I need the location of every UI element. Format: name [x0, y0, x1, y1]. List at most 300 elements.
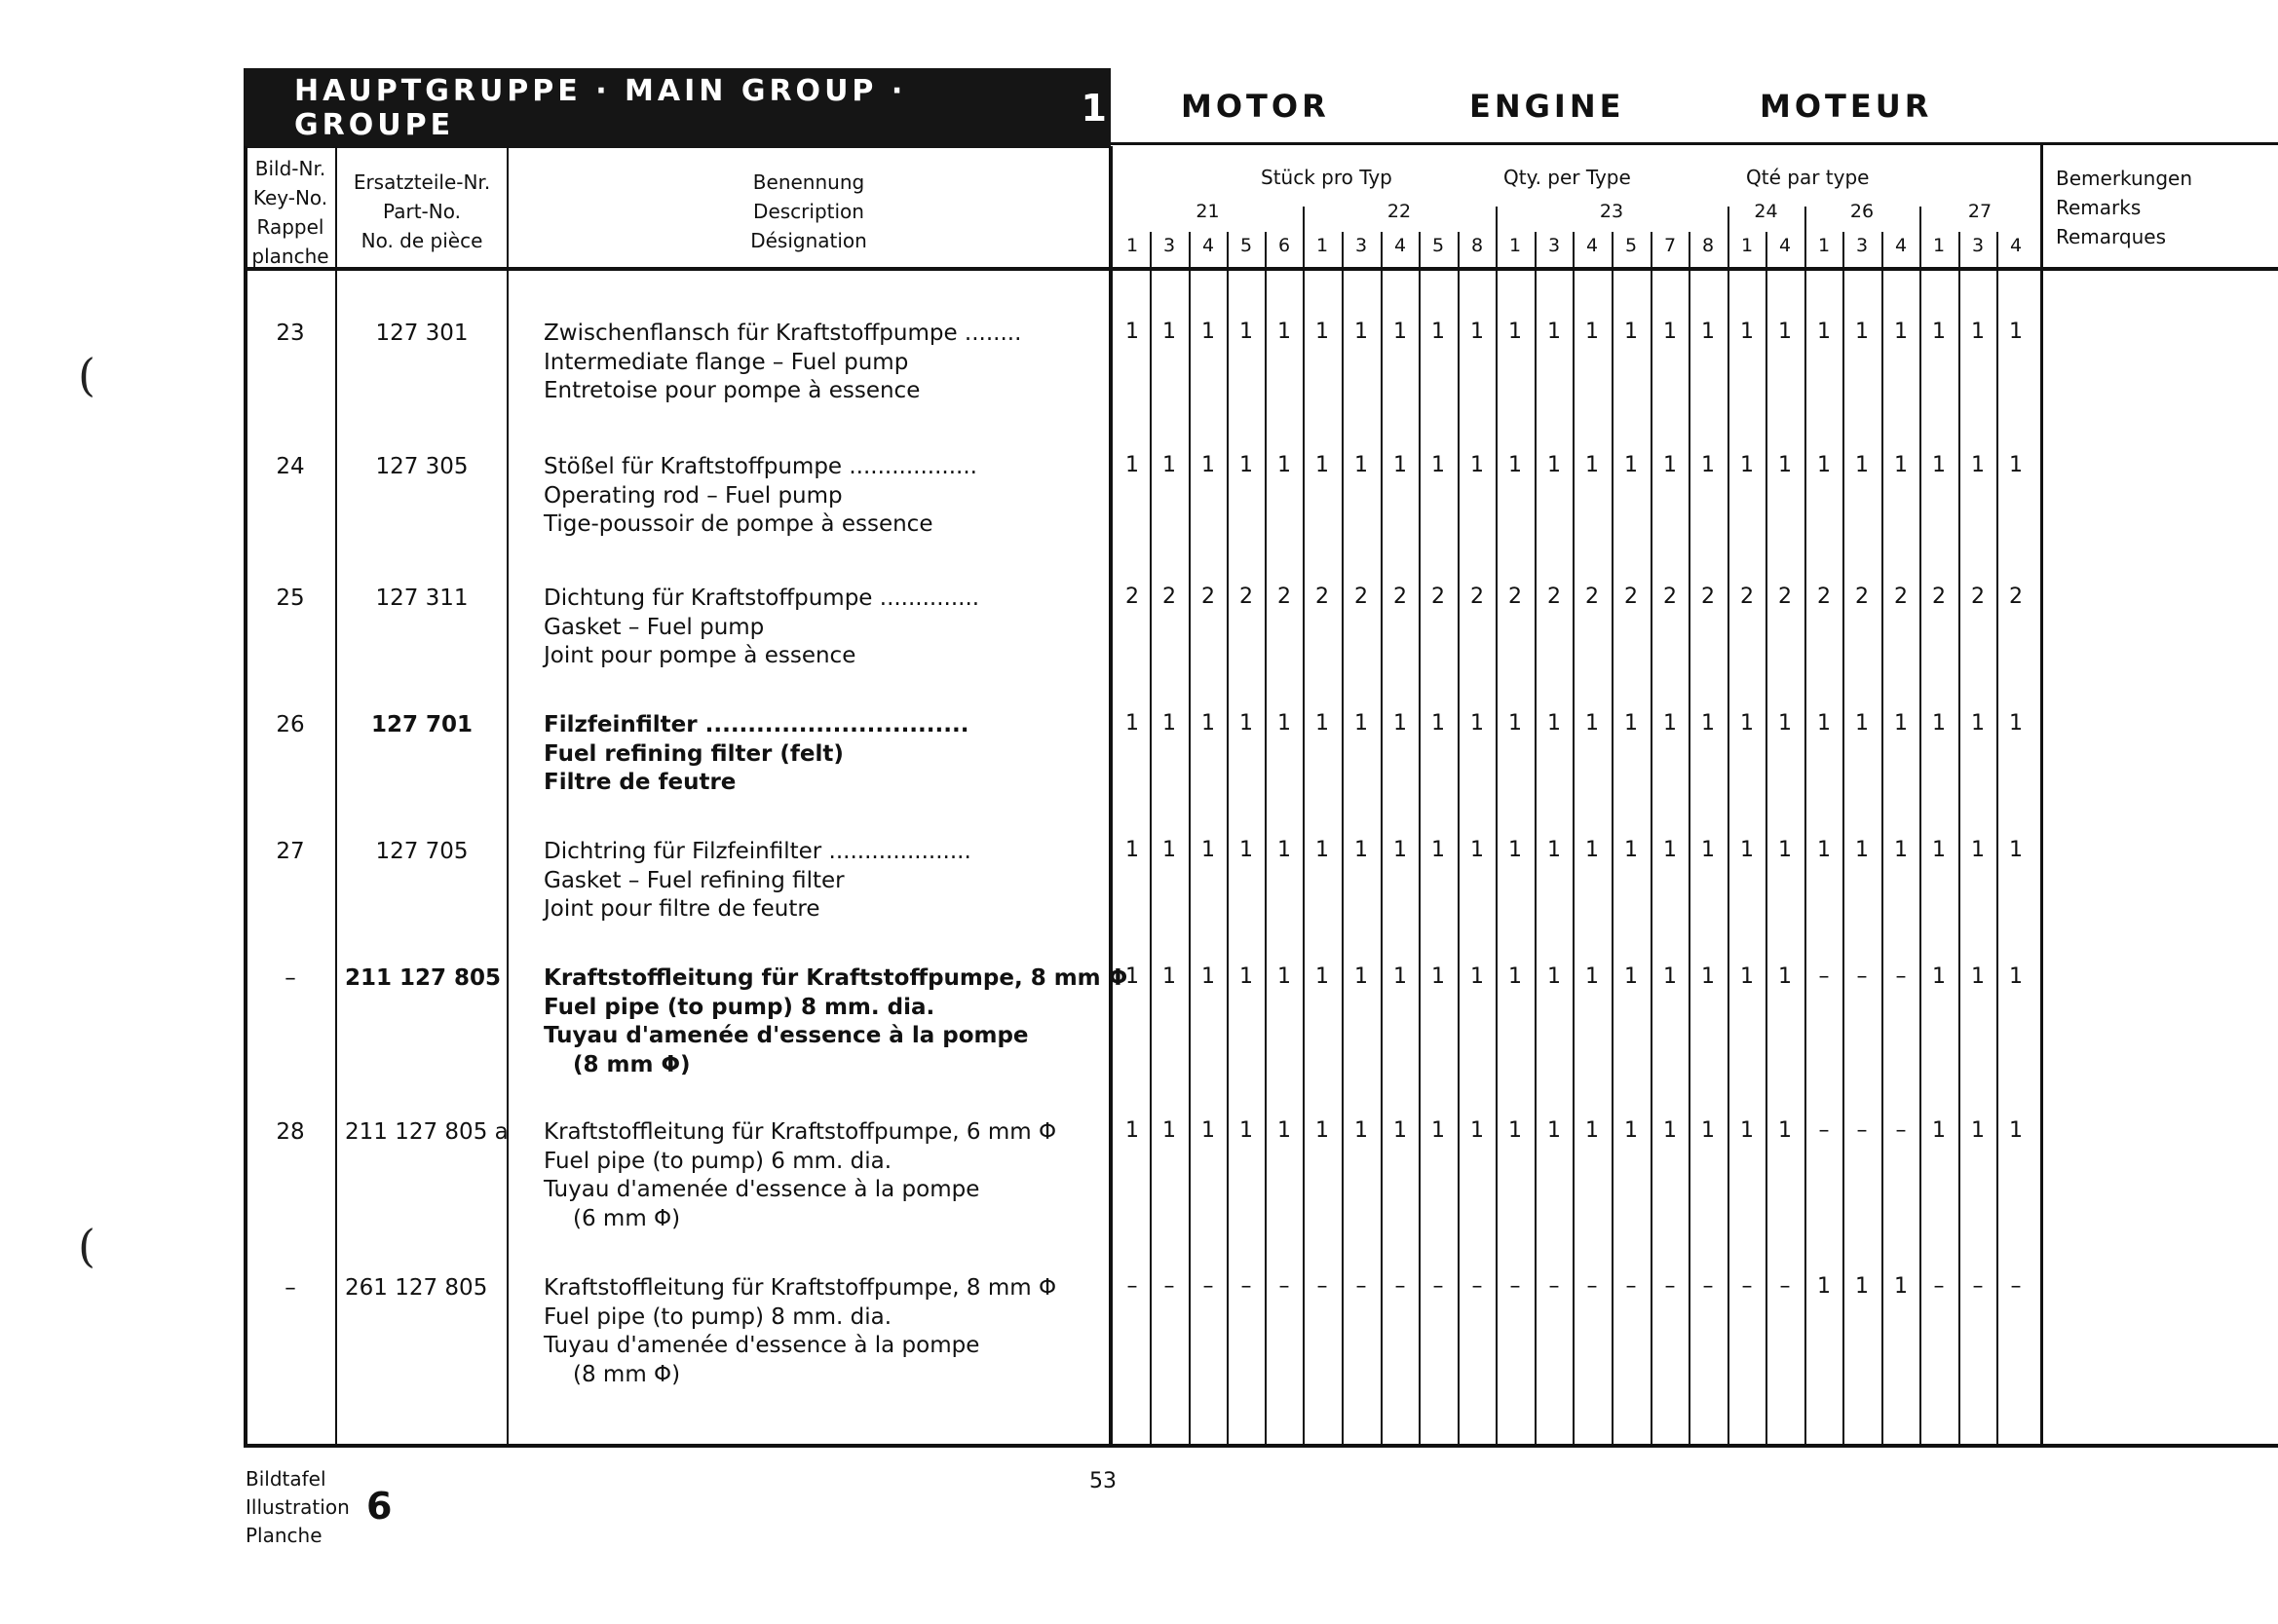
qty-right-rule	[2040, 142, 2043, 1448]
qty-cell: 1	[1624, 453, 1638, 477]
qty-cell: 1	[1431, 1118, 1445, 1143]
qty-cell: –	[1895, 1118, 1907, 1143]
qty-cell: 1	[1701, 838, 1715, 862]
qty-cell: 1	[1855, 1274, 1869, 1299]
qty-cell: 1	[1547, 453, 1561, 477]
qty-cell: 1	[1547, 711, 1561, 736]
qty-cell: 1	[1894, 711, 1908, 736]
row-description	[544, 585, 979, 671]
qty-cell: –	[1432, 1274, 1444, 1299]
qty-cell: 1	[1778, 320, 1792, 344]
key-header: Bild-Nr. Key-No. Rappel planche	[251, 157, 329, 268]
type-group-label: 27	[1967, 201, 1993, 222]
qty-cell: –	[1702, 1274, 1714, 1299]
qty-cell: 1	[1547, 1118, 1561, 1143]
qty-cell: 1	[1393, 320, 1407, 344]
row-description	[544, 1274, 1056, 1389]
qty-cell: 1	[1778, 964, 1792, 989]
qty-column-rule	[1496, 207, 1498, 1448]
row-part-number: 127 701	[370, 712, 474, 737]
description-line: Joint pour filtre de feutre	[544, 896, 820, 922]
qty-cell: 1	[1817, 838, 1831, 862]
qty-cell: 1	[1162, 453, 1176, 477]
qty-cell: 1	[1547, 838, 1561, 862]
subtype-label: 1	[1932, 235, 1946, 256]
qty-cell: –	[1163, 1274, 1175, 1299]
subtype-label: 5	[1431, 235, 1445, 256]
qty-cell: 1	[1277, 453, 1291, 477]
qty-cell: 1	[1470, 1118, 1484, 1143]
description-line: Joint pour pompe à essence	[544, 643, 856, 668]
qty-cell: 1	[1162, 320, 1176, 344]
qty-cell: 1	[1354, 838, 1368, 862]
qty-cell: 1	[1932, 1118, 1946, 1143]
qty-cell: 1	[1201, 1118, 1215, 1143]
qty-cell: 1	[1894, 453, 1908, 477]
qty-cell: 1	[1508, 838, 1522, 862]
qty-cell: 1	[1585, 711, 1599, 736]
qty-cell: 1	[1125, 320, 1139, 344]
qty-cell: 2	[1740, 585, 1754, 609]
qty-cell: 1	[1585, 838, 1599, 862]
punch-hole-mark: (	[78, 349, 95, 401]
qty-cell: –	[1625, 1274, 1637, 1299]
qty-cell: 2	[1894, 585, 1908, 609]
qty-cell: 2	[1547, 585, 1561, 609]
qty-cell: 1	[1315, 320, 1329, 344]
qty-cell: 1	[1125, 838, 1139, 862]
qty-cell: 1	[1817, 320, 1831, 344]
qty-cell: –	[1548, 1274, 1560, 1299]
qty-cell: 2	[1393, 585, 1407, 609]
row-key-number: 24	[276, 454, 305, 479]
qty-cell: 1	[1508, 711, 1522, 736]
subtype-label: 5	[1239, 235, 1253, 256]
qty-cell: 2	[1932, 585, 1946, 609]
qty-cell: 1	[1277, 711, 1291, 736]
header-moteur: MOTEUR	[1760, 88, 1933, 125]
qty-cell: 1	[1894, 1274, 1908, 1299]
qty-cell: 1	[2009, 964, 2023, 989]
qty-cell: 1	[1315, 453, 1329, 477]
description-line: Intermediate flange – Fuel pump	[544, 349, 909, 375]
row-part-number: 127 305	[375, 454, 469, 479]
qty-cell: 1	[1470, 964, 1484, 989]
qty-cell: 1	[1932, 320, 1946, 344]
qty-cell: 1	[1971, 453, 1985, 477]
qty-cell: 1	[1354, 320, 1368, 344]
row-key-number: 28	[276, 1119, 305, 1145]
description-line: (8 mm Φ)	[573, 1051, 691, 1077]
qty-cell: 1	[1778, 453, 1792, 477]
qty-cell: 1	[1354, 453, 1368, 477]
qty-cell: –	[1202, 1274, 1214, 1299]
subtype-label: 3	[1547, 235, 1561, 256]
qty-cell: 1	[1624, 964, 1638, 989]
qty-cell: 1	[1894, 320, 1908, 344]
qty-cell: 1	[1817, 1274, 1831, 1299]
qty-cell: –	[1355, 1274, 1367, 1299]
qty-cell: 1	[1778, 838, 1792, 862]
illustration-label: Bildtafel Illustration Planche	[246, 1467, 350, 1547]
qty-cell: 1	[1277, 320, 1291, 344]
subtype-label: 8	[1470, 235, 1484, 256]
qty-cell: 1	[1624, 1118, 1638, 1143]
qty-cell: 1	[2009, 453, 2023, 477]
subtype-label: 1	[1125, 235, 1139, 256]
qty-cell: 1	[1817, 453, 1831, 477]
qty-cell: 1	[1855, 453, 1869, 477]
qty-cell: 1	[1971, 964, 1985, 989]
qty-cell: 1	[1663, 711, 1677, 736]
subtype-label: 4	[1585, 235, 1599, 256]
subtype-label: 3	[1971, 235, 1985, 256]
qty-cell: 1	[1239, 711, 1253, 736]
header-motor: MOTOR	[1181, 88, 1330, 125]
subtype-label: 1	[1740, 235, 1754, 256]
qty-cell: 1	[1393, 1118, 1407, 1143]
row-description	[544, 964, 1127, 1079]
qty-cell: 1	[1470, 453, 1484, 477]
group-title-block	[244, 68, 1111, 148]
qty-cell: 1	[1585, 1118, 1599, 1143]
subtype-label: 1	[1817, 235, 1831, 256]
qty-cell: 1	[1393, 964, 1407, 989]
qty-cell: 1	[1354, 964, 1368, 989]
qty-cell: 1	[1740, 838, 1754, 862]
qty-cell: 1	[1201, 711, 1215, 736]
qty-cell: 2	[1971, 585, 1985, 609]
row-part-number: 211 127 805 a	[345, 1119, 509, 1145]
description-line: Zwischenflansch für Kraftstoffpumpe ........	[544, 321, 1022, 346]
qty-cell: 1	[1508, 964, 1522, 989]
description-line: (6 mm Φ)	[573, 1205, 681, 1231]
description-line: Fuel pipe (to pump) 8 mm. dia.	[544, 994, 935, 1020]
qty-cell: 1	[1470, 711, 1484, 736]
subtype-label: 3	[1354, 235, 1368, 256]
qty-cell: 1	[1431, 964, 1445, 989]
qty-cell: 1	[1239, 838, 1253, 862]
qty-cell: 1	[1547, 320, 1561, 344]
qty-cell: 1	[1470, 320, 1484, 344]
type-group-label: 24	[1754, 201, 1778, 222]
qty-cell: 1	[1701, 711, 1715, 736]
description-line: Fuel pipe (to pump) 6 mm. dia.	[544, 1148, 892, 1174]
qty-cell: 1	[1740, 964, 1754, 989]
qty-cell: 1	[1431, 453, 1445, 477]
qty-cell: 1	[1971, 838, 1985, 862]
qty-cell: 1	[1315, 1118, 1329, 1143]
qty-cell: 1	[1932, 711, 1946, 736]
row-part-number: 127 705	[375, 839, 469, 864]
qty-cell: –	[1856, 1118, 1868, 1143]
page-number: 53	[1089, 1469, 1117, 1493]
qty-cell: 1	[1701, 1118, 1715, 1143]
subtype-label: 3	[1855, 235, 1869, 256]
subtype-label: 4	[1894, 235, 1908, 256]
qty-cell: 2	[1277, 585, 1291, 609]
qty-cell: 1	[1354, 1118, 1368, 1143]
qty-cell: 1	[1932, 964, 1946, 989]
qty-cell: 2	[1239, 585, 1253, 609]
table-bottom-rule	[244, 1444, 2278, 1448]
qty-cell: 1	[1125, 711, 1139, 736]
header-engine: ENGINE	[1469, 88, 1625, 125]
description-line: Entretoise pour pompe à essence	[544, 378, 921, 403]
qty-cell: 1	[1162, 1118, 1176, 1143]
row-part-number: 127 301	[375, 321, 469, 346]
qty-cell: 2	[1125, 585, 1139, 609]
qty-cell: 1	[1778, 711, 1792, 736]
qty-cell: 2	[1201, 585, 1215, 609]
qty-cell: 1	[1239, 964, 1253, 989]
qty-cell: 1	[1201, 838, 1215, 862]
qty-cell: –	[1664, 1274, 1676, 1299]
qty-cell: 1	[1125, 964, 1139, 989]
row-part-number: 211 127 805	[345, 965, 502, 991]
subtype-label: 4	[1393, 235, 1407, 256]
qty-title-en: Qty. per Type	[1503, 166, 1631, 189]
qty-cell: –	[1818, 964, 1830, 989]
qty-cell: –	[1741, 1274, 1753, 1299]
qty-cell: 1	[1663, 838, 1677, 862]
qty-cell: 1	[1663, 320, 1677, 344]
qty-cell: 2	[1701, 585, 1715, 609]
qty-cell: 1	[1855, 838, 1869, 862]
qty-cell: 1	[1624, 320, 1638, 344]
description-line: Dichtung für Kraftstoffpumpe ..............	[544, 585, 980, 611]
qty-cell: 1	[1470, 838, 1484, 862]
qty-cell: 1	[1855, 320, 1869, 344]
description-line: Tuyau d'amenée d'essence à la pompe	[544, 1177, 980, 1202]
description-line: Kraftstoffleitung für Kraftstoffpumpe, 8 mm Φ	[544, 1275, 1057, 1301]
qty-cell: 1	[1663, 964, 1677, 989]
subtype-label: 4	[2009, 235, 2023, 256]
qty-cell: 1	[1701, 964, 1715, 989]
type-group-label: 22	[1386, 201, 1412, 222]
qty-cell: 1	[1125, 1118, 1139, 1143]
qty-cell: –	[1240, 1274, 1252, 1299]
qty-column-rule	[1303, 207, 1305, 1448]
qty-cell: 1	[1701, 453, 1715, 477]
row-description	[544, 1118, 1056, 1233]
qty-column-rule	[1804, 207, 1806, 1448]
row-description	[544, 453, 977, 540]
description-line: Operating rod – Fuel pump	[544, 482, 843, 509]
qty-cell: 2	[1162, 585, 1176, 609]
qty-cell: 1	[1778, 1118, 1792, 1143]
qty-cell: 1	[1277, 838, 1291, 862]
row-key-number: –	[285, 1275, 296, 1301]
qty-title-fr: Qté par type	[1746, 166, 1870, 189]
qty-cell: 2	[2009, 585, 2023, 609]
qty-cell: –	[1278, 1274, 1290, 1299]
qty-cell: 2	[1855, 585, 1869, 609]
qty-cell: 2	[1817, 585, 1831, 609]
type-group-label: 26	[1849, 201, 1875, 222]
qty-cell: –	[1126, 1274, 1138, 1299]
qty-cell: –	[1394, 1274, 1406, 1299]
subtype-label: 8	[1701, 235, 1715, 256]
description-line: Stößel für Kraftstoffpumpe ..................	[544, 454, 977, 479]
qty-cell: 1	[1508, 320, 1522, 344]
qty-cell: 1	[1201, 320, 1215, 344]
group-number: 1	[1081, 87, 1111, 130]
qty-cell: 2	[1354, 585, 1368, 609]
qty-cell: 1	[2009, 320, 2023, 344]
description-line: Kraftstoffleitung für Kraftstoffpumpe, 6 mm Φ	[544, 1119, 1057, 1145]
qty-cell: –	[1933, 1274, 1945, 1299]
description-line: Fuel refining filter (felt)	[544, 740, 844, 767]
qty-cell: –	[1509, 1274, 1521, 1299]
qty-column-rule	[1919, 207, 1921, 1448]
qty-cell: 2	[1778, 585, 1792, 609]
qty-cell: 1	[1277, 964, 1291, 989]
qty-cell: 1	[1239, 320, 1253, 344]
qty-cell: 1	[1740, 453, 1754, 477]
type-group-label: 21	[1196, 201, 1220, 222]
qty-cell: 1	[1431, 320, 1445, 344]
qty-cell: 1	[1315, 711, 1329, 736]
row-key-number: 26	[276, 712, 305, 737]
qty-cell: 2	[1431, 585, 1445, 609]
header-top-rule	[1111, 142, 2278, 145]
qty-cell: 1	[1663, 1118, 1677, 1143]
part-col-rule	[507, 146, 509, 1448]
description-line: Filzfeinfilter ...............................	[544, 712, 969, 737]
qty-column-rule	[1727, 207, 1729, 1448]
row-description	[544, 838, 971, 925]
qty-cell: 1	[1547, 964, 1561, 989]
description-line: (8 mm Φ)	[573, 1361, 681, 1387]
qty-cell: –	[1779, 1274, 1791, 1299]
qty-cell: –	[2010, 1274, 2022, 1299]
subtype-label: 4	[1778, 235, 1792, 256]
description-line: Dichtring für Filzfeinfilter ....................	[544, 839, 971, 864]
qty-cell: 1	[1585, 453, 1599, 477]
qty-cell: 1	[1162, 711, 1176, 736]
qty-cell: 1	[1393, 453, 1407, 477]
qty-cell: 1	[1354, 711, 1368, 736]
qty-cell: 1	[1624, 711, 1638, 736]
qty-cell: 1	[1315, 964, 1329, 989]
qty-cell: 2	[1663, 585, 1677, 609]
qty-cell: –	[1586, 1274, 1598, 1299]
description-line: Filtre de feutre	[544, 770, 737, 795]
qty-cell: 1	[1508, 453, 1522, 477]
qty-cell: 2	[1508, 585, 1522, 609]
qty-cell: 1	[1971, 711, 1985, 736]
qty-cell: –	[1895, 964, 1907, 989]
qty-cell: 1	[1585, 320, 1599, 344]
qty-cell: 1	[1624, 838, 1638, 862]
description-line: Gasket – Fuel refining filter	[544, 867, 845, 893]
qty-cell: 1	[1162, 838, 1176, 862]
description-line: Tige-poussoir de pompe à essence	[544, 511, 933, 537]
qty-cell: 1	[1315, 838, 1329, 862]
qty-cell: 1	[2009, 838, 2023, 862]
qty-cell: 2	[1585, 585, 1599, 609]
qty-title-de: Stück pro Typ	[1261, 166, 1392, 189]
qty-cell: 1	[1239, 1118, 1253, 1143]
subtype-label: 5	[1624, 235, 1638, 256]
row-key-number: 27	[276, 839, 305, 864]
qty-cell: 1	[1932, 838, 1946, 862]
part-header: Ersatzteile-Nr. Part-No. No. de pièce	[353, 170, 491, 252]
subtype-label: 7	[1663, 235, 1677, 256]
subtype-label: 4	[1201, 235, 1215, 256]
qty-cell: 1	[1201, 964, 1215, 989]
qty-cell: –	[1856, 964, 1868, 989]
qty-cell: 1	[1701, 320, 1715, 344]
qty-cell: 1	[1740, 320, 1754, 344]
row-part-number: 261 127 805	[345, 1275, 488, 1301]
qty-cell: 1	[1239, 453, 1253, 477]
qty-cell: 1	[2009, 1118, 2023, 1143]
row-description	[544, 711, 968, 798]
subtype-label: 1	[1315, 235, 1329, 256]
subtype-label: 1	[1508, 235, 1522, 256]
row-key-number: 23	[276, 321, 305, 346]
qty-cell: –	[1818, 1118, 1830, 1143]
qty-cell: 1	[1393, 838, 1407, 862]
type-group-label: 23	[1599, 201, 1624, 222]
qty-cell: 1	[1277, 1118, 1291, 1143]
qty-cell: 1	[1393, 711, 1407, 736]
qty-cell: –	[1471, 1274, 1483, 1299]
description-line: Tuyau d'amenée d'essence à la pompe	[544, 1023, 1029, 1048]
qty-cell: 1	[1817, 711, 1831, 736]
qty-cell: 1	[2009, 711, 2023, 736]
qty-cell: 1	[1740, 1118, 1754, 1143]
qty-cell: 1	[1585, 964, 1599, 989]
desc-header: Benennung Description Désignation	[750, 170, 867, 252]
plate-number: 6	[366, 1485, 393, 1528]
row-part-number: 127 311	[375, 585, 469, 611]
row-description	[544, 320, 1021, 406]
group-label: HAUPTGRUPPE · MAIN GROUP · GROUPE	[294, 74, 907, 142]
qty-cell: 2	[1624, 585, 1638, 609]
description-line: Tuyau d'amenée d'essence à la pompe	[544, 1333, 980, 1358]
qty-cell: 2	[1315, 585, 1329, 609]
subtype-label: 3	[1162, 235, 1176, 256]
description-line: Gasket – Fuel pump	[544, 614, 765, 640]
qty-cell: 1	[1162, 964, 1176, 989]
punch-hole-mark: (	[78, 1220, 95, 1272]
row-key-number: –	[285, 965, 296, 991]
qty-cell: 1	[1894, 838, 1908, 862]
description-line: Fuel pipe (to pump) 8 mm. dia.	[544, 1303, 892, 1330]
qty-cell: –	[1972, 1274, 1984, 1299]
row-key-number: 25	[276, 585, 305, 611]
qty-cell: 1	[1431, 838, 1445, 862]
description-line: Kraftstoffleitung für Kraftstoffpumpe, 8 mm Φ	[544, 965, 1128, 991]
subtype-label: 6	[1277, 235, 1291, 256]
header-bottom-rule	[244, 267, 2278, 271]
qty-cell: –	[1316, 1274, 1328, 1299]
qty-cell: 1	[1932, 453, 1946, 477]
qty-cell: 1	[1201, 453, 1215, 477]
qty-cell: 1	[1431, 711, 1445, 736]
qty-cell: 1	[1971, 1118, 1985, 1143]
remarks-header: Bemerkungen Remarks Remarques	[2056, 167, 2193, 248]
qty-cell: 1	[1663, 453, 1677, 477]
qty-cell: 1	[1855, 711, 1869, 736]
qty-cell: 1	[1508, 1118, 1522, 1143]
qty-cell: 1	[1971, 320, 1985, 344]
qty-cell: 1	[1125, 453, 1139, 477]
qty-cell: 1	[1740, 711, 1754, 736]
